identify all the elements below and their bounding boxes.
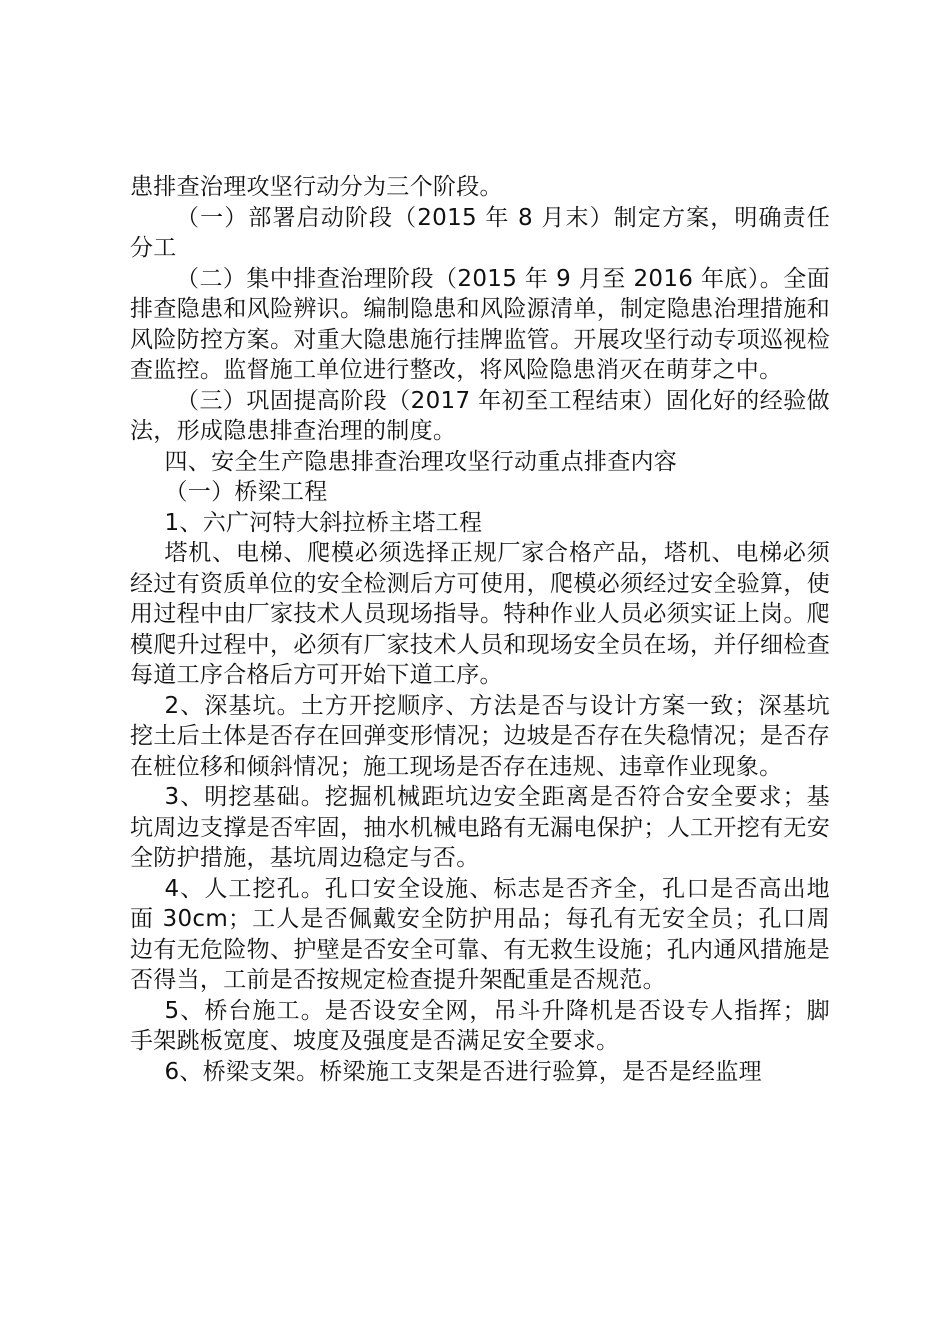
paragraph-stage-two: （二）集中排查治理阶段（2015 年 9 月至 2016 年底）。全面排查隐患和风险辨识。编制隐患和风险源清单，制定隐患治理措施和风险防控方案。对重大隐患施行挂牌监管。开展攻坚行动专项巡视检查监控。监督施工单位进行整改，将风险隐患消灭在萌芽之中。 xyxy=(130,265,830,383)
paragraph-tower-equipment: 塔机、电梯、爬模必须选择正规厂家合格产品，塔机、电梯必须经过有资质单位的安全检测后方可使用，爬模必须经过安全验算，使用过程中由厂家技术人员现场指导。特种作业人员必须实证上岗。爬模爬升过程中，必须有厂家技术人员和现场安全员在场，并仔细检查每道工序合格后方可开始下道工序。 xyxy=(130,540,830,688)
paragraph-stage-one: （一）部署启动阶段（2015 年 8 月末）制定方案，明确责任分工 xyxy=(130,204,830,261)
paragraph-deep-foundation-pit: 2、深基坑。土方开挖顺序、方法是否与设计方案一致；深基坑挖土后土体是否存在回弹变形情况；边坡是否存在失稳情况；是否存在桩位移和倾斜情况；施工现场是否存在违规、违章作业现象。 xyxy=(130,692,830,780)
paragraph-open-excavation: 3、明挖基础。挖掘机械距坑边安全距离是否符合安全要求；基坑周边支撑是否牢固，抽水机械电路有无漏电保护；人工开挖有无安全防护措施，基坑周边稳定与否。 xyxy=(130,784,830,871)
document-body xyxy=(130,172,830,1087)
subsection-heading-bridge: （一）桥梁工程 xyxy=(164,479,328,505)
paragraph-stage-three: （三）巩固提高阶段（2017 年初至工程结束）固化好的经验做法，形成隐患排查治理的制度。 xyxy=(130,387,830,444)
item-heading-cable-stayed-bridge: 1、六广河特大斜拉桥主塔工程 xyxy=(164,509,483,536)
paragraph-stage-intro: 患排查治理攻坚行动分为三个阶段。 xyxy=(130,174,503,200)
paragraph-bridge-support: 6、桥梁支架。桥梁施工支架是否进行验算，是否是经监理 xyxy=(164,1058,762,1085)
section-heading-four: 四、安全生产隐患排查治理攻坚行动重点排查内容 xyxy=(164,448,678,475)
paragraph-manual-hole-digging: 4、人工挖孔。孔口安全设施、标志是否齐全，孔口是否高出地面 30cm；工人是否佩戴安全防护用品；每孔有无安全员；孔口周边有无危险物、护壁是否安全可靠、有无救生设施；孔内通风措施是否得当，工前是否按规定检查提升架配重是否规范。 xyxy=(130,875,830,993)
paragraph-abutment-construction: 5、桥台施工。是否设安全网，吊斗升降机是否设专人指挥；脚手架跳板宽度、坡度及强度是否满足安全要求。 xyxy=(130,997,830,1054)
